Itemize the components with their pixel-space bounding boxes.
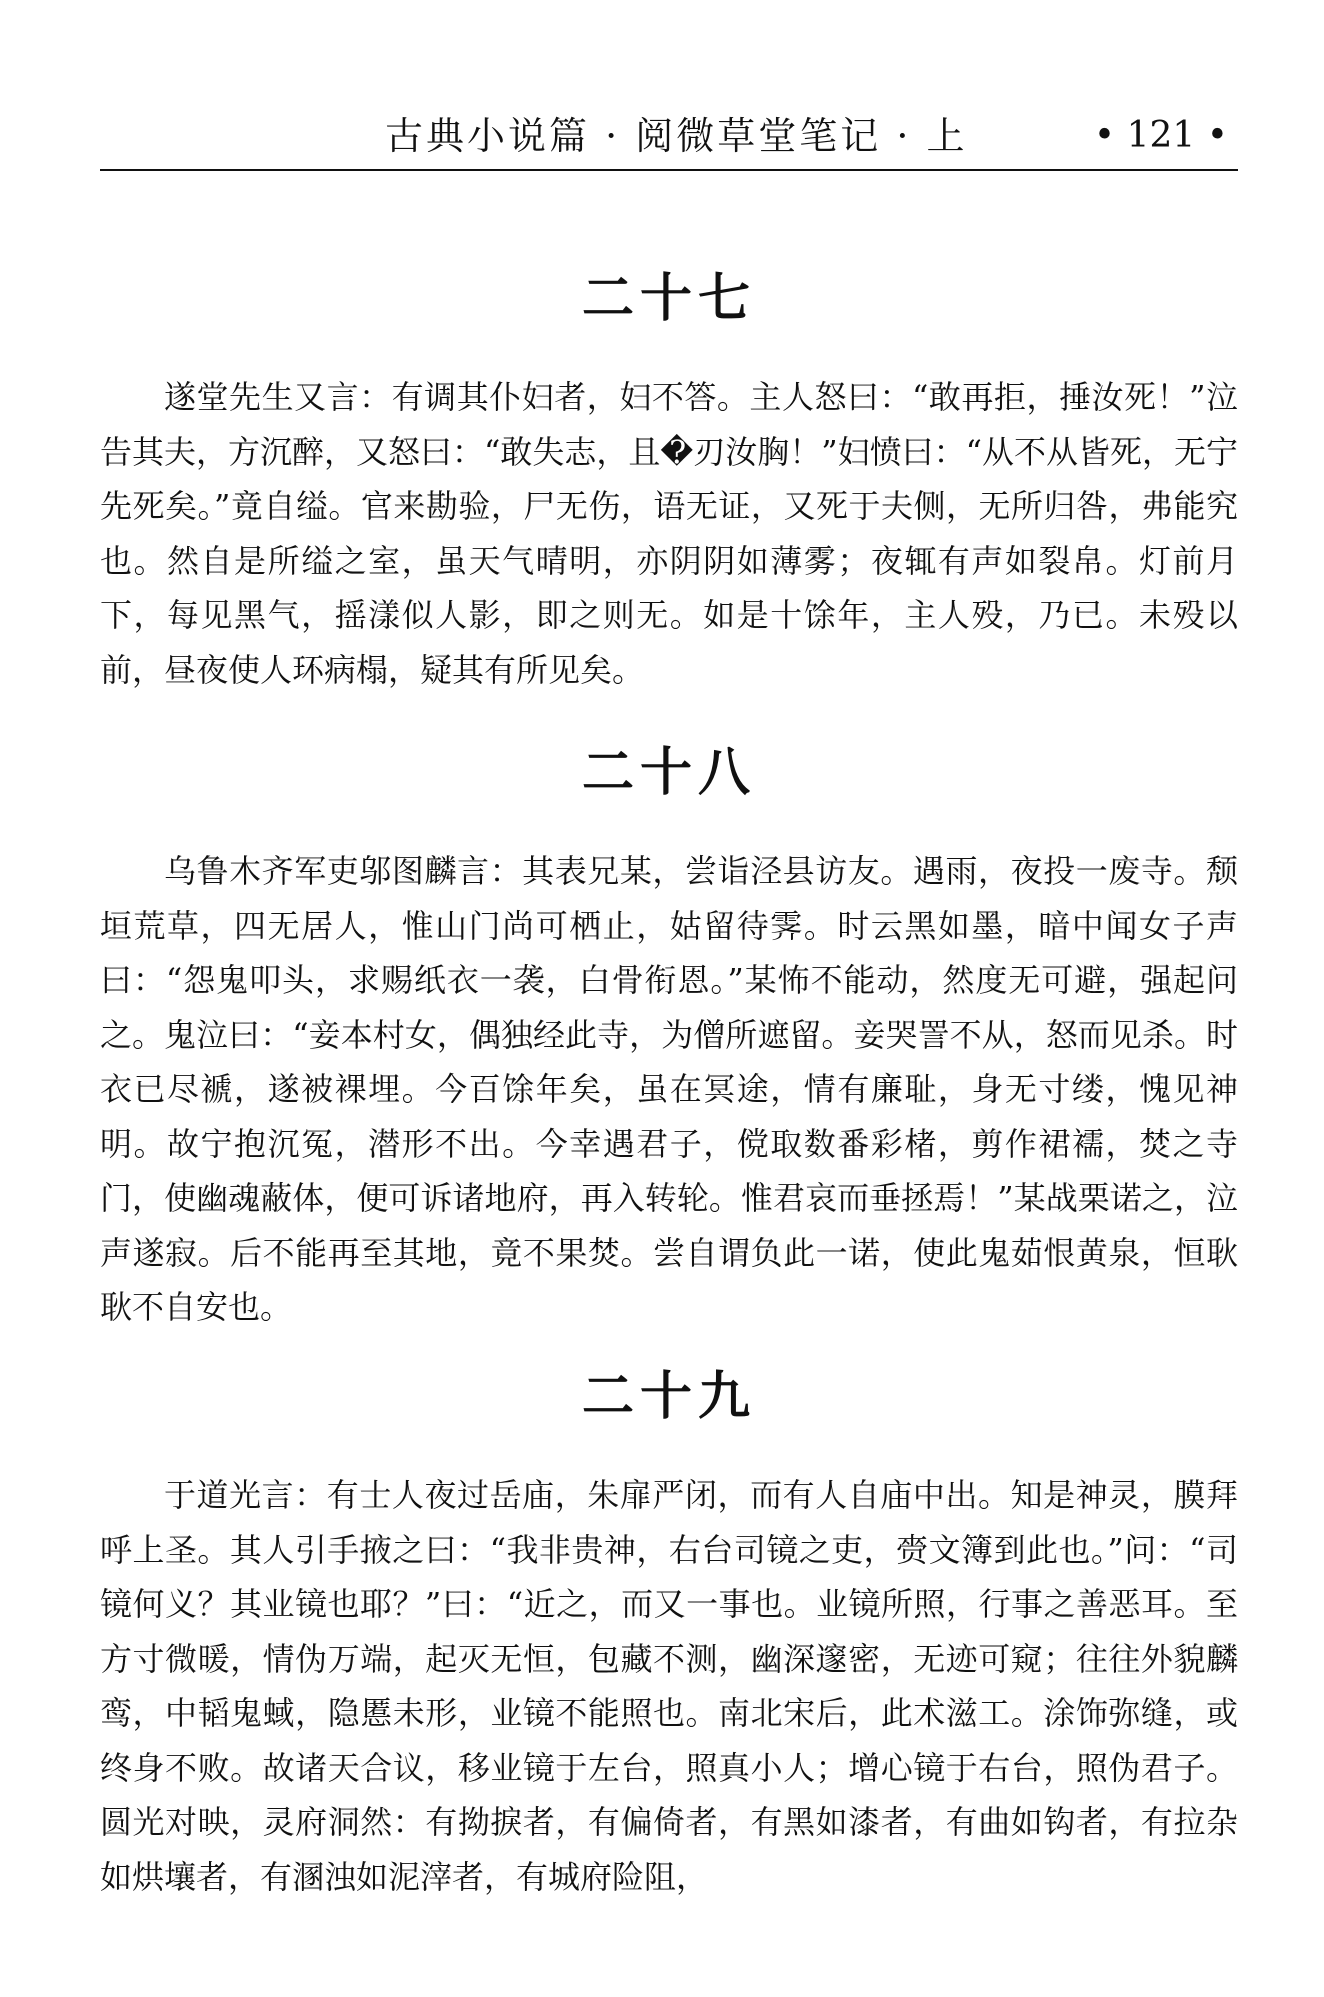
section-paragraph: 遂堂先生又言：有调其仆妇者，妇不答。主人怒曰：“敢再拒，捶汝死！”泣告其夫，方沉醉，又怒曰：“敢失志，且�刃汝胸！”妇愤曰：“从不从皆死，无宁先死矣。”竟自缢。官来勘验，尸无伤，语无证，又死于夫侧，无所归咎，弗能究也。然自是所缢之室，虽天气晴明，亦阴阴如薄雾；夜辄有声如裂帛。灯前月下，每见黑气，摇漾似人影，即之则无。如是十馀年，主人殁，乃已。未殁以前，昼夜使人环病榻，疑其有所见矣。 [100,378,1238,689]
section-29 [100,1362,1238,1904]
running-title: 古典小说篇 · 阅微草堂笔记 · 上 [385,114,968,158]
header-rule [100,169,1238,171]
section-paragraph: 乌鲁木齐军吏邬图麟言：其表兄某，尝诣泾县访友。遇雨，夜投一废寺。颓垣荒草，四无居人，惟山门尚可栖止，姑留待霁。时云黑如墨，暗中闻女子声曰：“怨鬼叩头，求赐纸衣一袭，白骨衔恩。”某怖不能动，然度无可避，强起问之。鬼泣曰：“妾本村女，偶独经此寺，为僧所遮留。妾哭詈不从，怒而见杀。时衣已尽褫，遂被裸埋。今百馀年矣，虽在冥途，情有廉耻，身无寸缕，愧见神明。故宁抱沉冤，潜形不出。今幸遇君子，傥取数番彩楮，剪作裙襦，焚之寺门，使幽魂蔽体，便可诉诸地府，再入转轮。惟君哀而垂拯焉！”某战栗诺之，泣声遂寂。后不能再至其地，竟不果焚。尝自谓负此一诺，使此鬼茹恨黄泉，恒耿耿不自安也。 [100,852,1238,1326]
section-heading: 二十八 [581,743,756,803]
section-28 [100,738,1238,1335]
page-number: • 121 • [1093,115,1228,156]
section-paragraph: 于道光言：有士人夜过岳庙，朱扉严闭，而有人自庙中出。知是神灵，膜拜呼上圣。其人引手掖之曰：“我非贵神，右台司镜之吏，赍文簿到此也。”问：“司镜何义？其业镜也耶？”曰：“近之，而又一事也。业镜所照，行事之善恶耳。至方寸微暖，情伪万端，起灭无恒，包藏不测，幽深邃密，无迹可窥；往往外貌麟鸾，中韬鬼蜮，隐慝未形，业镜不能照也。南北宋后，此术滋工。涂饰弥缝，或终身不败。故诸天合议，移业镜于左台，照真小人；增心镜于右台，照伪君子。圆光对映，灵府洞然：有拗捩者，有偏倚者，有黑如漆者，有曲如钩者，有拉杂如烘壤者，有溷浊如泥滓者，有城府险阻， [100,1476,1238,1896]
section-heading: 二十九 [581,1367,756,1427]
running-header [100,108,1238,164]
section-27 [100,264,1238,697]
section-heading: 二十七 [581,269,756,329]
